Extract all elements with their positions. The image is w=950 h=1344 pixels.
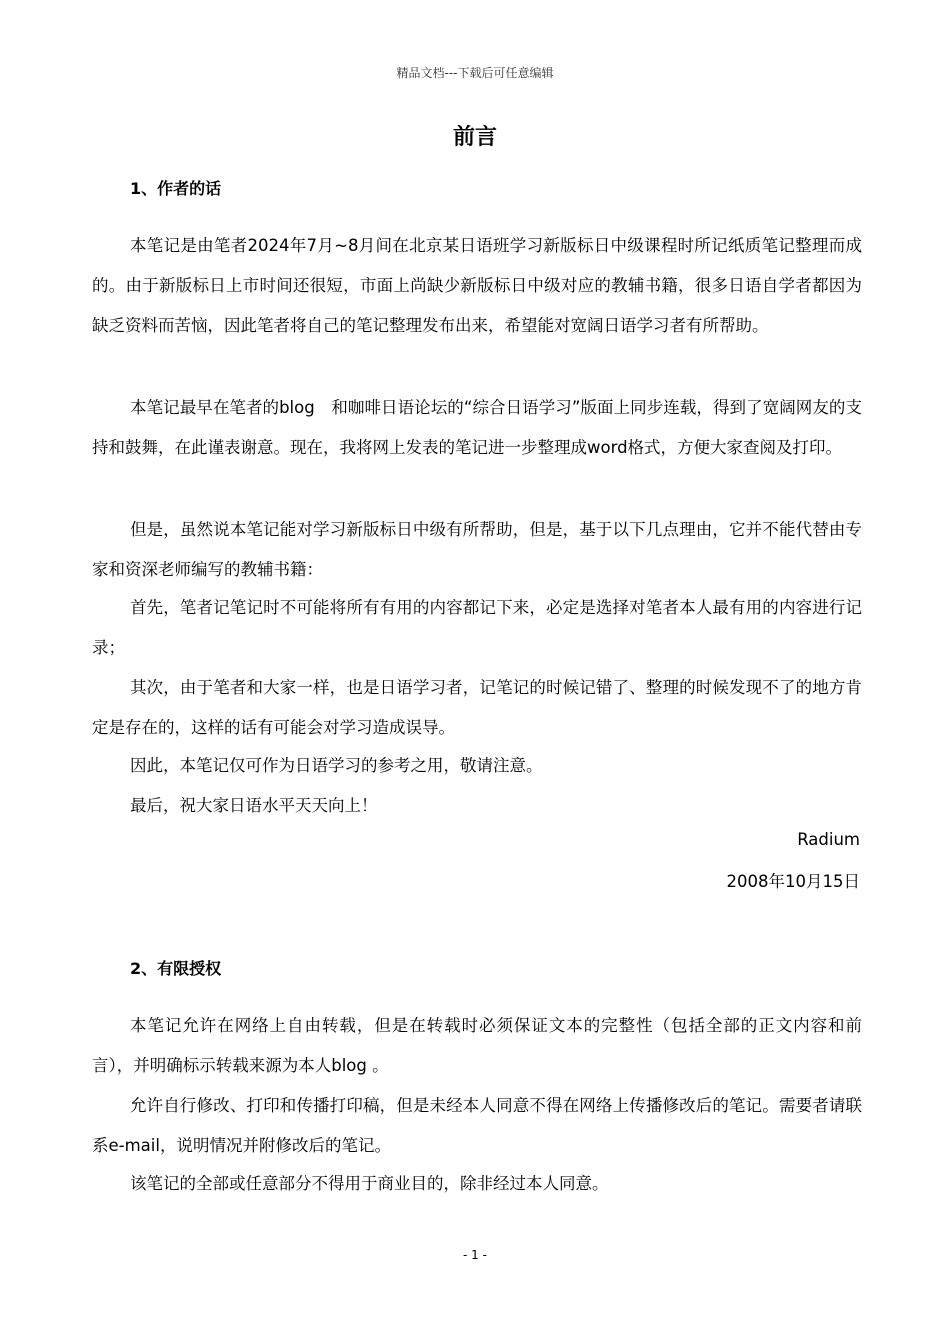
paragraph: 本笔记最早在笔者的blog 和咖啡日语论坛的“综合日语学习”版面上同步连载，得到了宽阔网友的支持和鼓舞，在此谨表谢意。现在，我将网上发表的笔记进一步整理成word格式，方便大家查阅及打印。 bbox=[92, 398, 862, 457]
paragraph: 最后，祝大家日语水平天天向上！ bbox=[130, 796, 378, 815]
page-header: 精品文档---下载后可任意编辑 bbox=[396, 66, 554, 80]
section-heading-license: 2、有限授权 bbox=[130, 959, 222, 978]
paragraph: 本笔记是由笔者2024年7月~8月间在北京某日语班学习新版标日中级课程时所记纸质笔记整理而成的。由于新版标日上市时间还很短，市面上尚缺少新版标日中级对应的教辅书籍，很多日语自学者都因为缺乏资料而苦恼，因此笔者将自己的笔记整理发布出来，希望能对宽阔日语学习者有所帮助。 bbox=[92, 236, 862, 335]
signature-date: 2008年10月15日 bbox=[726, 872, 860, 891]
page-title: 前言 bbox=[452, 125, 497, 150]
paragraph: 其次，由于笔者和大家一样，也是日语学习者，记笔记的时候记错了、整理的时候发现不了的地方肯定是存在的，这样的话有可能会对学习造成误导。 bbox=[92, 678, 862, 737]
paragraph: 但是，虽然说本笔记能对学习新版标日中级有所帮助，但是，基于以下几点理由，它并不能代替由专家和资深老师编写的教辅书籍： bbox=[92, 520, 862, 579]
signature: Radium bbox=[797, 830, 860, 849]
page-number: - 1 - bbox=[463, 1248, 487, 1262]
paragraph: 因此，本笔记仅可作为日语学习的参考之用，敬请注意。 bbox=[130, 756, 543, 775]
paragraph: 首先，笔者记笔记时不可能将所有有用的内容都记下来，必定是选择对笔者本人最有用的内容进行记录； bbox=[92, 598, 862, 657]
paragraph: 该笔记的全部或任意部分不得用于商业目的，除非经过本人同意。 bbox=[130, 1174, 609, 1193]
section-heading-author: 1、作者的话 bbox=[130, 179, 222, 198]
paragraph: 允许自行修改、打印和传播打印稿，但是未经本人同意不得在网络上传播修改后的笔记。需要者请联系e-mail，说明情况并附修改后的笔记。 bbox=[92, 1096, 862, 1155]
paragraph: 本笔记允许在网络上自由转载，但是在转载时必须保证文本的完整性（包括全部的正文内容和前言），并明确标示转载来源为本人blog 。 bbox=[92, 1016, 862, 1075]
